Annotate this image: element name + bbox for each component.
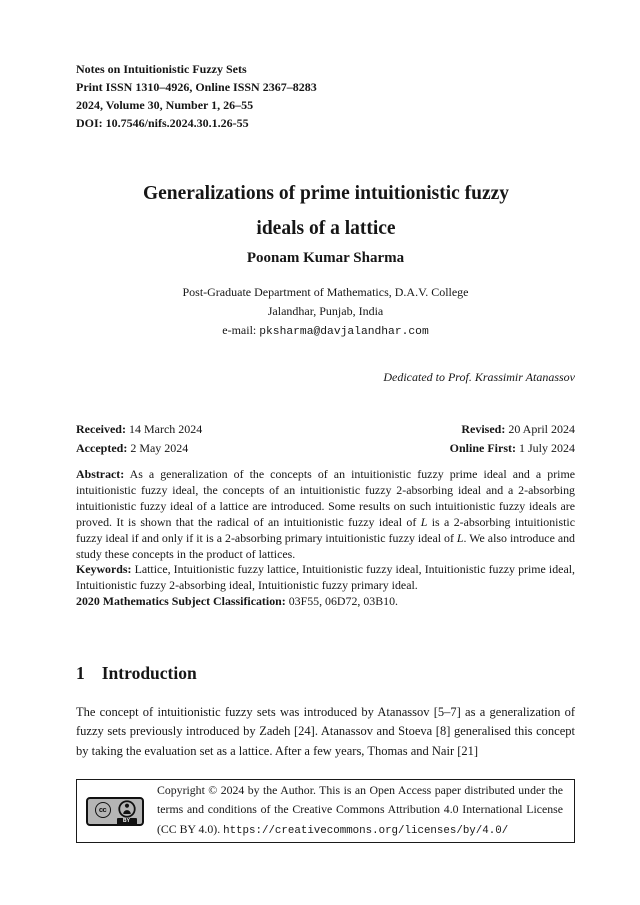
section-1-heading (76, 663, 575, 684)
msc-paragraph (76, 594, 575, 610)
by-label: BY (117, 818, 137, 825)
accepted-label: Accepted: (76, 441, 128, 455)
dates-row-2 (76, 439, 575, 458)
keywords-label: Keywords: (76, 562, 132, 577)
abstract-paragraph (76, 467, 575, 562)
journal-volume-info: 2024, Volume 30, Number 1, 26–55 (76, 98, 254, 112)
dedication-line: Dedicated to Prof. Krassimir Atanassov (383, 370, 575, 384)
journal-name: Notes on Intuitionistic Fuzzy Sets (76, 62, 247, 76)
journal-doi: DOI: 10.7546/nifs.2024.30.1.26-55 (76, 116, 249, 130)
introduction-paragraph (76, 703, 575, 761)
abstract-label: Abstract: (76, 467, 125, 481)
paper-title (70, 176, 582, 246)
abstract-block (76, 467, 575, 610)
cc-logo-icon: cc (95, 802, 111, 818)
msc-label: 2020 Mathematics Subject Classification: (76, 594, 286, 609)
online-first-label: Online First: (449, 441, 516, 455)
attribution-person-icon (118, 800, 136, 822)
keywords-paragraph (76, 562, 575, 594)
received-value: 14 March 2024 (125, 422, 203, 436)
paper-title-line2: ideals of a lattice (256, 218, 396, 239)
license-box (76, 779, 575, 843)
section-number: 1 (76, 663, 85, 683)
revised-date (461, 420, 575, 439)
affiliation-city: Jalandhar, Punjab, India (267, 304, 384, 318)
author-name: Poonam Kumar Sharma (246, 250, 405, 266)
person-icon (118, 800, 136, 818)
accepted-value: 2 May 2024 (127, 441, 189, 455)
email-line (76, 321, 575, 342)
received-label: Received: (76, 422, 126, 436)
paper-title-line1: Generalizations of prime intuitionistic fuzzy (142, 183, 510, 204)
section-title: Introduction (101, 663, 197, 683)
author-affiliation (76, 283, 575, 342)
email-label: e-mail: (222, 323, 260, 337)
license-text (157, 781, 563, 842)
introduction-text: The concept of intuitionistic fuzzy sets was introduced by Atanassov [5–7] as a generalization of fuzzy sets previously introduced by Zadeh [24]. Atanassov and Stoeva [8] generalised this concept by taking the evaluation set as a lattice. After a few years, Thomas and Nair [21] (76, 705, 575, 758)
email-link[interactable]: pksharma@davjalandhar.com (259, 326, 429, 338)
journal-issn: Print ISSN 1310–4926, Online ISSN 2367–8283 (76, 80, 317, 94)
revised-value: 20 April 2024 (505, 422, 575, 436)
math-variable-L: L (456, 530, 464, 545)
affiliation-department: Post-Graduate Department of Mathematics, D.A.V. College (182, 285, 469, 299)
journal-header (76, 60, 576, 132)
abstract-text-2: is a 2-absorbing intuitionistic fuzzy ideal if and only if it is a 2-absorbing primary intuitionistic fuzzy ideal of (76, 514, 575, 545)
abstract-text-1: As a generalization of the concepts of an intuitionistic fuzzy prime ideal and a prime intuitionistic fuzzy ideal, the concepts of an intuitionistic fuzzy 2-absorbing ideal and a 2-absorbing intuitionistic fuzzy ideal of a lattice are introduced. Some results on such intuitionistic fuzzy ideals are proved. It is shown that the radical of an intuitionistic fuzzy ideal of (76, 467, 575, 529)
dates-block (76, 420, 575, 458)
keywords-text: Lattice, Intuitionistic fuzzy lattice, Intuitionistic fuzzy ideal, Intuitionistic fuzzy prime ideal, Intuitionistic fuzzy 2-absorbing ideal, Intuitionistic fuzzy primary ideal. (76, 562, 575, 593)
abstract-text-3: . We also introduce and study these concepts in the product of lattices. (76, 530, 575, 561)
msc-text: 03F55, 06D72, 03B10. (285, 594, 399, 609)
online-first-date (450, 439, 575, 458)
license-url-link[interactable]: https://creativecommons.org/licenses/by/4.0/ (223, 824, 509, 837)
online-first-value: 1 July 2024 (515, 441, 575, 455)
revised-label: Revised: (461, 422, 506, 436)
received-date (76, 420, 202, 439)
copyright-text: Copyright © 2024 by the Author. This is an Open Access paper distributed under the terms and conditions of the Creative Commons Attribution 4.0 International License (CC BY 4.0). (157, 782, 563, 836)
cc-by-badge (86, 797, 144, 826)
math-variable-L: L (420, 514, 428, 529)
accepted-date (76, 439, 188, 458)
dates-row-1 (76, 420, 575, 439)
